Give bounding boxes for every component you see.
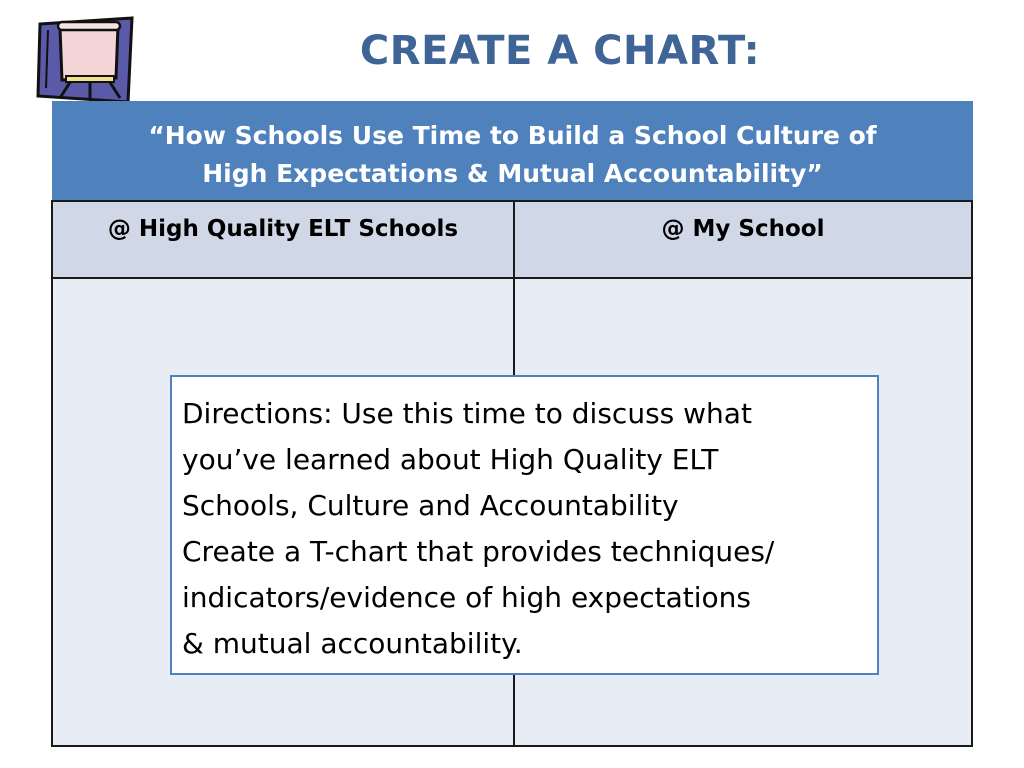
directions-line-6: & mutual accountability. — [182, 627, 523, 660]
directions-line-1: Directions: Use this time to discuss what — [182, 397, 752, 430]
easel-chart-icon — [36, 16, 136, 104]
subtitle-band — [52, 101, 973, 202]
directions-line-5: indicators/evidence of high expectations — [182, 581, 752, 614]
page-title: CREATE A CHART: — [359, 28, 761, 74]
directions-line-3: Schools, Culture and Accountability — [182, 489, 679, 522]
directions-line-4: Create a T-chart that provides techniques/ — [182, 535, 775, 568]
subtitle-line-2: High Expectations & Mutual Accountability” — [202, 159, 823, 188]
directions-line-2: you’ve learned about High Quality ELT — [182, 443, 719, 476]
directions-box — [170, 375, 879, 675]
subtitle-line-1: “How Schools Use Time to Build a School Culture of — [148, 121, 877, 150]
column-header-my-school: @ My School — [515, 202, 971, 279]
column-header-high-quality-elt: @ High Quality ELT Schools — [53, 202, 513, 279]
